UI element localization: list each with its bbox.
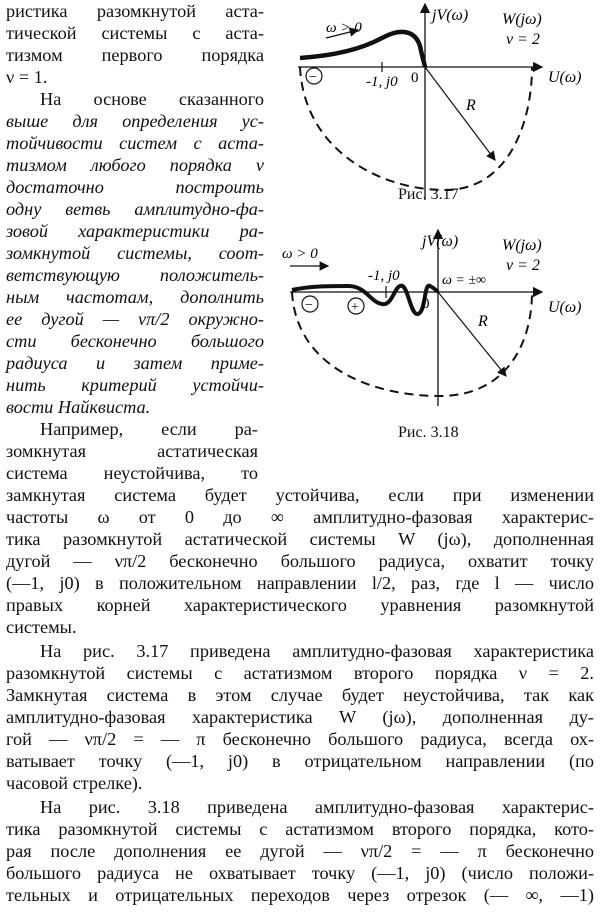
text-line: ным частотам, дополнить (6, 287, 264, 307)
radius-label: R (478, 313, 488, 330)
y-axis-label: jV(ω) (422, 233, 459, 250)
text-line: тойчивости систем с аста- (6, 133, 264, 153)
text-line: выше для определения ус- (6, 111, 264, 131)
text-line: сти бесконечно большого (6, 331, 264, 351)
text-line: достаточно построить (6, 177, 264, 197)
x-axis-label: U(ω) (548, 69, 582, 86)
nyquist-curve (292, 286, 438, 314)
text-line: зомкнутой системы, соот- (6, 243, 264, 263)
y-axis-label: jV(ω) (432, 7, 469, 24)
text-line: тельных и отрицательных переходов через отрезок (— ∞, —1) (6, 885, 594, 905)
transfer-label: W(jω) (502, 11, 542, 28)
text-line: ее дугой — νπ/2 окружно- (6, 309, 264, 329)
transfer-label: W(jω) (502, 237, 542, 254)
minus-sign-text: − (305, 298, 313, 313)
text-line: зомкнутая астатическая (6, 441, 258, 461)
x-axis-label: U(ω) (548, 299, 582, 316)
point-label: -1, j0 (368, 268, 400, 284)
text-line: системы. (6, 617, 77, 637)
text-line: разомкнутой системы с астатизмом второго порядка ν = 2. (6, 663, 594, 683)
text-line: тика разомкнутой системы с астатизмом второго порядка, кото- (6, 819, 594, 839)
nu-label: ν = 2 (506, 31, 540, 48)
text-line: ветствующую положитель- (6, 265, 264, 285)
text-line: частоты ω от 0 до ∞ амплитудно-фазовая характерис- (6, 507, 594, 527)
text-line: нить критерий устойчи- (6, 375, 264, 395)
text-line: амплитудно-фазовая характеристика W (jω), дополненная ду- (6, 707, 594, 727)
text-line: часовой стрелке). (6, 773, 143, 793)
origin-label: 0 (422, 296, 430, 312)
text-line: зовой характеристики ра- (6, 221, 264, 241)
plus-sign-text: + (351, 300, 359, 315)
minus-sign-text: − (309, 70, 317, 85)
caption-3-17: Рис. 3.17 (398, 186, 459, 203)
text-line: вости Найквиста. (6, 397, 151, 417)
text-line: гой — νπ/2 = — π бесконечно большого радиуса, всегда ох- (6, 729, 594, 749)
text-line: ν = 1. (6, 67, 48, 87)
text-line: Замкнутая система в этом случае будет неустойчива, так как (6, 685, 594, 705)
caption-3-18: Рис. 3.18 (398, 424, 459, 441)
text-line: тика разомкнутой астатической системы W (jω), дополненная (6, 529, 594, 549)
omega-label: ω > 0 (326, 20, 362, 36)
text-line: тизмом первого порядка (6, 45, 264, 65)
text-line: рая после дополнения ее дугой — νπ/2 = — π бесконечно (6, 841, 594, 861)
text-line: ристика разомкнутой аста- (6, 1, 264, 21)
nyquist-curve (300, 32, 425, 67)
nu-label: ν = 2 (506, 257, 540, 274)
radius-arrow (438, 292, 506, 376)
text-line: тизмом любого порядка ν (6, 155, 264, 175)
figure-3-18 (270, 226, 600, 416)
text-line: радиуса и затем приме- (6, 353, 264, 373)
point-label: -1, j0 (366, 74, 398, 90)
text-line: система неустойчива, то (6, 463, 258, 483)
text-line: дугой — νπ/2 бесконечно большого радиуса, охватит точку (6, 551, 594, 571)
omega-inf-label: ω = ±∞ (442, 273, 486, 288)
radius-arrow (425, 67, 495, 160)
radius-label: R (466, 97, 476, 114)
text-line: правых корней характеристического уравнения разомкнутой (6, 595, 594, 615)
text-line: На основе сказанного (40, 89, 264, 109)
text-line: тической системы с аста- (6, 23, 264, 43)
text-line: замкнутая система будет устойчива, если при изменении (6, 485, 594, 505)
text-line: На рис. 3.18 приведена амплитудно-фазовая характерис- (40, 797, 594, 817)
omega-label: ω > 0 (282, 246, 318, 262)
text-line: ватывает точку (—1, j0) в отрицательном направлении (по (6, 751, 594, 771)
text-line: На рис. 3.17 приведена амплитудно-фазовая характеристика (40, 641, 594, 661)
text-line: Например, если ра- (40, 419, 258, 439)
text-line: (—1, j0) в положительном направлении l/2, раз, где l — число (6, 573, 594, 593)
text-line: одну ветвь амплитудно-фа- (6, 199, 264, 219)
origin-label: 0 (411, 70, 419, 86)
text-line: большого радиуса не охватывает точку (—1, j0) (число положи- (6, 863, 594, 883)
